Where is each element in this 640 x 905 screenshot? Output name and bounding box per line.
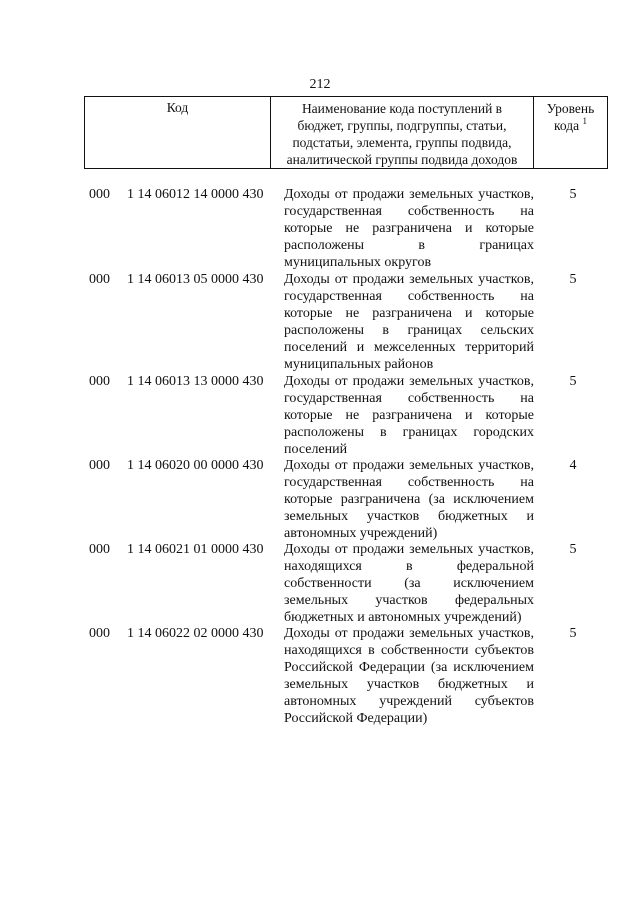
header-level-cell: [534, 97, 608, 169]
row-name-line: собственности (за исключением: [284, 576, 534, 591]
header-code-label: Код: [166, 100, 189, 115]
row-name-line: автономных учреждений субъектов: [284, 694, 534, 709]
row-name: [284, 373, 534, 458]
row-name: [284, 457, 534, 542]
row-name-line: находящихся в федеральной: [284, 559, 534, 574]
page-number: 212: [309, 77, 331, 92]
row-prefix: 000: [89, 374, 110, 389]
header-name-line: аналитической группы подвида доходов: [286, 152, 518, 167]
row-code: 1 14 06021 01 0000 430: [127, 542, 264, 557]
row-code: 1 14 06013 13 0000 430: [127, 374, 264, 389]
row-name-line: государственная собственность на: [284, 204, 534, 219]
row-name-line: Доходы от продажи земельных участков,: [284, 542, 534, 557]
row-name-line: Доходы от продажи земельных участков,: [284, 187, 534, 202]
row-code: 1 14 06012 14 0000 430: [127, 187, 264, 202]
row-name-line: расположены в границах: [284, 238, 534, 253]
row-prefix: 000: [89, 626, 110, 641]
row-level: 5: [569, 187, 577, 202]
row-name-line: бюджетных и автономных учреждений): [284, 610, 522, 625]
row-name-line: Доходы от продажи земельных участков,: [284, 626, 534, 641]
header-code-cell: [85, 97, 271, 169]
header-name-line: Наименование кода поступлений в: [301, 101, 503, 116]
row-name-line: которые не разграничена и которые: [284, 408, 534, 423]
header-name-cell: [271, 97, 534, 169]
row-name: [284, 541, 534, 626]
row-prefix: 000: [89, 272, 110, 287]
row-name-line: поселений: [284, 442, 348, 457]
row-name-line: земельных участков федеральных: [284, 593, 534, 608]
row-name-line: расположены в границах городских: [284, 425, 534, 440]
header-name-line: бюджет, группы, подгруппы, статьи,: [297, 118, 507, 133]
header-name-line: подстатьи, элемента, группы подвида,: [292, 135, 512, 150]
row-name-line: муниципальных районов: [284, 357, 434, 372]
row-level: 5: [569, 542, 577, 557]
row-name-line: муниципальных округов: [284, 255, 432, 270]
row-prefix: 000: [89, 458, 110, 473]
row-level: 5: [569, 374, 577, 389]
row-code: 1 14 06020 00 0000 430: [127, 458, 264, 473]
footnote-marker: 1: [582, 115, 587, 126]
header-level-line: Уровень: [546, 101, 595, 116]
row-name: [284, 271, 534, 373]
row-code: 1 14 06022 02 0000 430: [127, 626, 264, 641]
row-name-line: Российской Федерации (за исключением: [284, 660, 534, 675]
header-level-line: [536, 117, 605, 134]
header-level-label: кода: [554, 118, 580, 133]
row-level: 5: [569, 272, 577, 287]
table-header: [84, 96, 608, 169]
row-name: [284, 186, 534, 271]
row-name-line: расположены в границах сельских: [284, 323, 534, 338]
row-name-line: поселений и межселенных территорий: [284, 340, 534, 355]
row-name-line: государственная собственность на: [284, 391, 534, 406]
row-prefix: 000: [89, 542, 110, 557]
row-name: [284, 625, 534, 727]
row-name-line: автономных учреждений): [284, 526, 438, 541]
row-name-line: Российской Федерации): [284, 711, 428, 726]
row-level: 4: [569, 458, 577, 473]
row-name-line: государственная собственность на: [284, 289, 534, 304]
row-name-line: которые не разграничена и которые: [284, 306, 534, 321]
row-name-line: Доходы от продажи земельных участков,: [284, 458, 534, 473]
row-name-line: земельных участков бюджетных и: [284, 509, 534, 524]
row-level: 5: [569, 626, 577, 641]
row-name-line: Доходы от продажи земельных участков,: [284, 272, 534, 287]
row-prefix: 000: [89, 187, 110, 202]
row-name-line: находящихся в собственности субъектов: [284, 643, 534, 658]
row-name-line: государственная собственность на: [284, 475, 534, 490]
row-name-line: которые не разграничена и которые: [284, 221, 534, 236]
row-name-line: земельных участков бюджетных и: [284, 677, 534, 692]
row-name-line: которые разграничена (за исключением: [284, 492, 534, 507]
row-code: 1 14 06013 05 0000 430: [127, 272, 264, 287]
row-name-line: Доходы от продажи земельных участков,: [284, 374, 534, 389]
